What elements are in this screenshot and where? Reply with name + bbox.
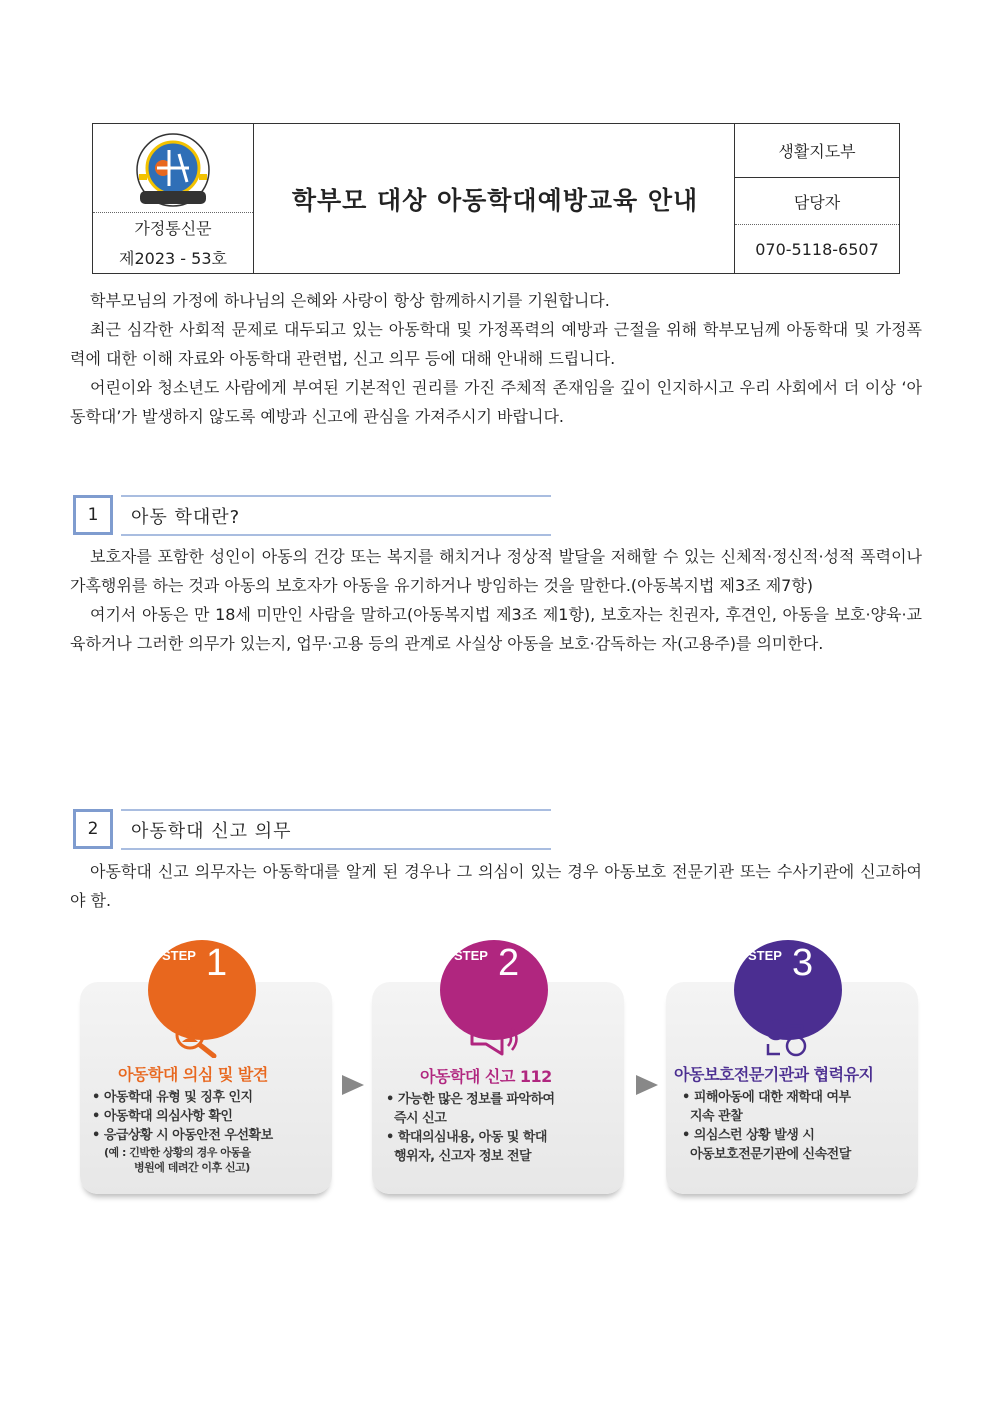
divider <box>121 809 551 811</box>
list-note: (예 : 긴박한 상황의 경우 아동을 <box>104 1146 251 1159</box>
school-logo-cell <box>93 124 253 213</box>
header-table <box>92 123 900 274</box>
step-1-title: 아동학대 의심 및 발견 <box>118 1065 268 1084</box>
arrow-right-icon <box>342 1075 364 1095</box>
list-item: 지속 관찰 <box>690 1109 743 1124</box>
step-number: 2 <box>498 942 520 984</box>
intro-paragraph: 학부모님의 가정에 하나님의 은혜와 사랑이 항상 함께하시기를 기원합니다. <box>90 291 610 310</box>
step-1-list <box>92 1088 273 1175</box>
list-item: 행위자, 신고자 정보 전달 <box>394 1149 532 1164</box>
header-left-cell <box>93 124 254 273</box>
section-number: 1 <box>73 495 113 535</box>
document-title: 학부모 대상 아동학대예방교육 안내 <box>291 185 699 215</box>
section-1-header <box>73 495 553 539</box>
section-2-body <box>70 857 922 915</box>
department: 생활지도부 <box>735 124 899 178</box>
section-paragraph: 보호자를 포함한 성인이 아동의 건강 또는 복지를 해치거나 정상적 발달을 저해할 수 있는 신체적·정신적·성적 폭력이나 가혹행위를 하는 것과 아동의 보호자가 아동을 유기하거나 방임하는 것을 말한다.(아동복지법 제3조 제7항) <box>70 547 922 595</box>
step-label: STEP <box>454 948 488 963</box>
list-item: 아동보호전문기관에 신속전달 <box>690 1147 851 1162</box>
paper-number: 제2023 - 53호 <box>119 249 227 268</box>
contact-phone: 070-5118-6507 <box>755 240 879 259</box>
list-item: • 아동학대 의심사항 확인 <box>92 1109 233 1124</box>
list-item: • 가능한 많은 정보를 파악하여 <box>386 1092 555 1107</box>
step-number: 1 <box>206 942 228 984</box>
section-paragraph: 여기서 아동은 만 18세 미만인 사람을 말하고(아동복지법 제3조 제1항), 보호자는 친권자, 후견인, 아동을 보호·양육·교육하거나 그러한 의무가 있는지, 업무·고용 등의 관계로 사실상 아동을 보호·감독하는 자(고용주)를 의미한다. <box>70 605 922 653</box>
divider <box>121 848 551 850</box>
list-item: • 학대의심내용, 아동 및 학대 <box>386 1130 547 1145</box>
paper-name: 가정통신문 <box>134 219 212 238</box>
step-2-title: 아동학대 신고 112 <box>420 1067 552 1086</box>
section-title: 아동학대 신고 의무 <box>131 821 292 842</box>
step-2-list <box>386 1090 555 1166</box>
list-item: • 의심스런 상황 발생 시 <box>682 1128 815 1143</box>
step-label: STEP <box>162 948 196 963</box>
list-note: 병원에 데려간 이후 신고) <box>134 1161 250 1174</box>
section-title: 아동 학대란? <box>131 507 241 528</box>
section-number: 2 <box>73 809 113 849</box>
section-2-header <box>73 809 553 853</box>
divider <box>121 534 551 536</box>
intro-paragraph: 어린이와 청소년도 사람에게 부여된 기본적인 권리를 가진 주체적 존재임을 깊이 인지하시고 우리 사회에서 더 이상 ‘아동학대’가 발생하지 않도록 예방과 신고에 관심을 가져주시기 바랍니다. <box>70 378 922 426</box>
arrow-right-icon <box>636 1075 658 1095</box>
intro-text <box>70 286 922 431</box>
list-item: • 응급상황 시 아동안전 우선확보 <box>92 1128 273 1143</box>
list-item: 즉시 신고 <box>394 1111 447 1126</box>
step-3-list <box>682 1088 851 1164</box>
intro-paragraph: 최근 심각한 사회적 문제로 대두되고 있는 아동학대 및 가정폭력의 예방과 근절을 위해 학부모님께 아동학대 및 가정폭력에 대한 이해 자료와 아동학대 관련법, 신고 의무 등에 대해 안내해 드립니다. <box>70 320 922 368</box>
step-label: STEP <box>748 948 782 963</box>
step-number: 3 <box>792 942 814 984</box>
section-paragraph: 아동학대 신고 의무자는 아동학대를 알게 된 경우나 그 의심이 있는 경우 아동보호 전문기관 또는 수사기관에 신고하여야 함. <box>70 862 922 910</box>
list-item: • 아동학대 유형 및 징후 인지 <box>92 1090 253 1105</box>
school-logo <box>93 124 253 212</box>
people-exchange-icon <box>762 1018 812 1060</box>
magnifier-person-icon <box>170 1018 224 1058</box>
person-in-charge-label: 담당자 <box>735 178 899 225</box>
list-item: • 피해아동에 대한 재학대 여부 <box>682 1090 851 1105</box>
section-1-body <box>70 542 922 658</box>
divider <box>121 495 551 497</box>
megaphone-icon <box>466 1020 522 1060</box>
step-3-title: 아동보호전문기관과 협력유지 <box>674 1065 874 1084</box>
header-right-cell <box>734 124 899 273</box>
